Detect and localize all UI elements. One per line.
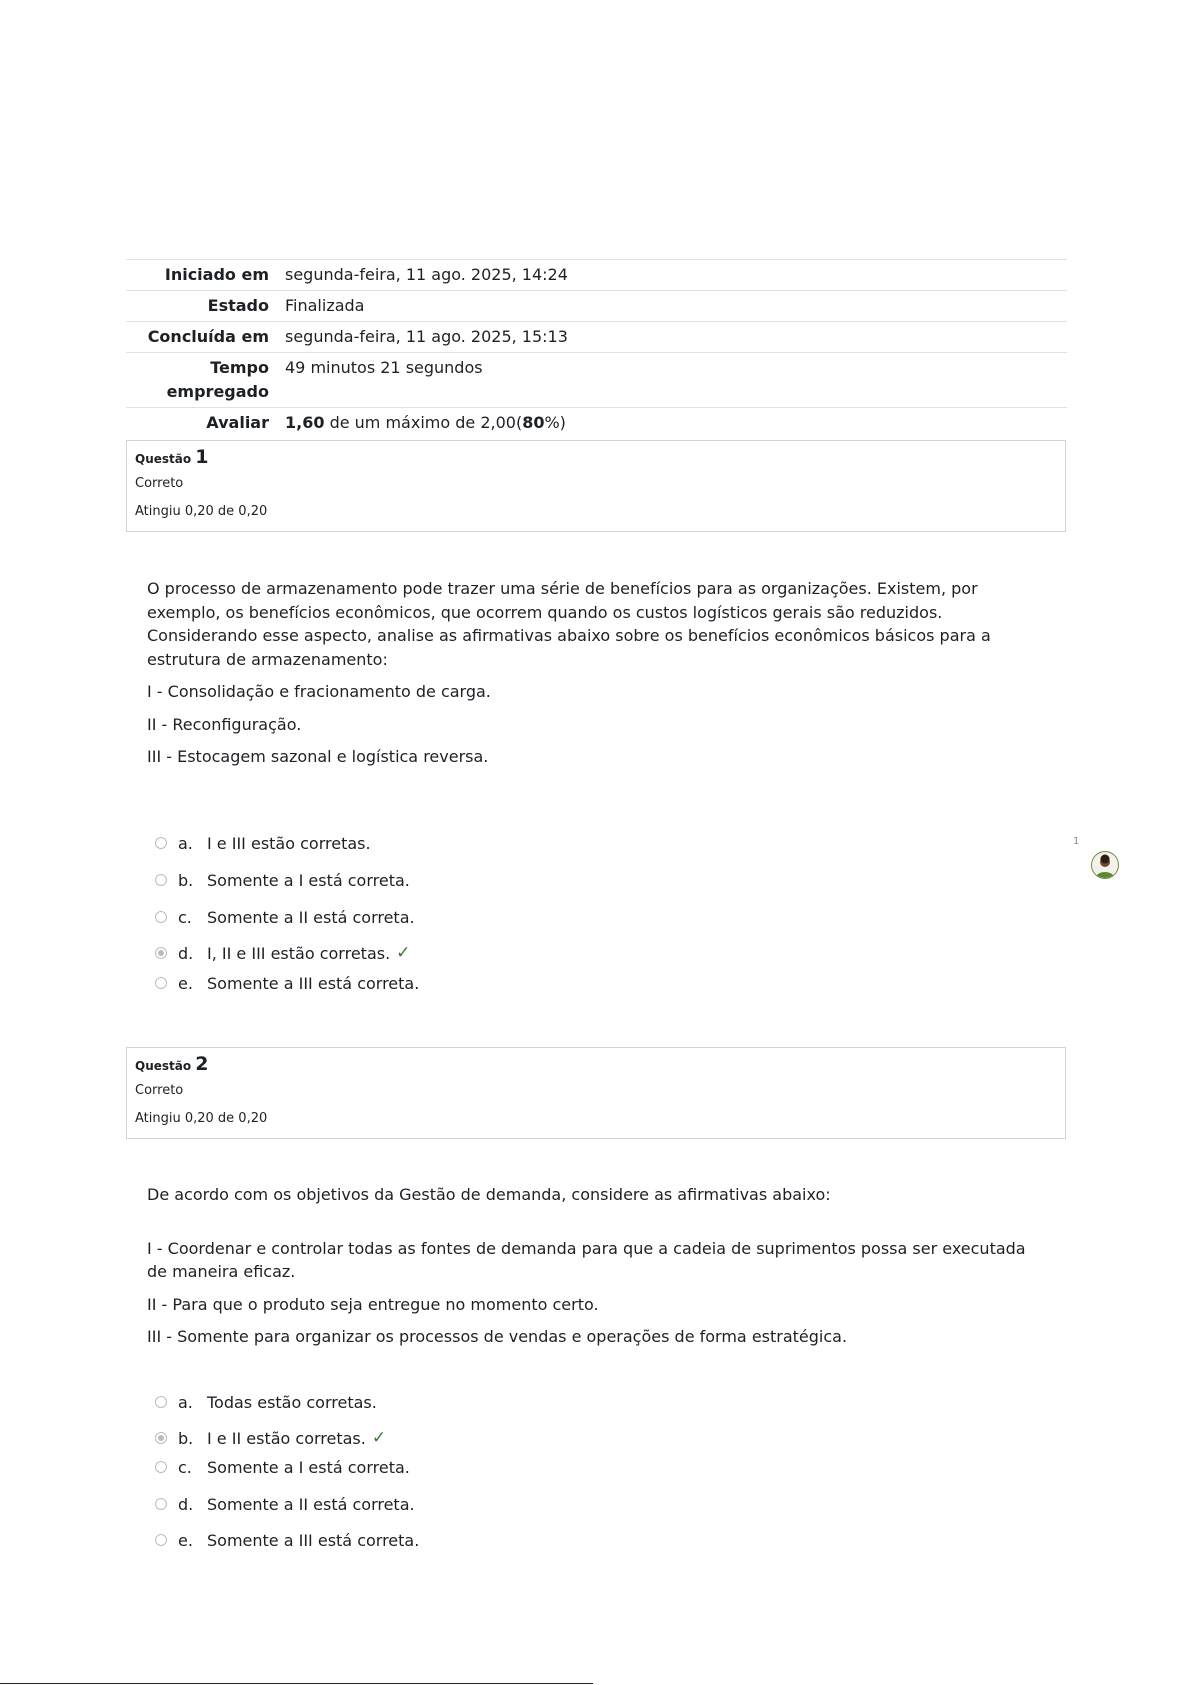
time-label-line-2: empregado [166,382,269,401]
radio-button-selected[interactable] [155,1432,167,1444]
side-marker: 1 [1073,836,1080,847]
assistant-avatar-icon[interactable] [1091,851,1119,879]
answer-text: I e II estão corretas. [207,1428,366,1448]
started-label: Iniciado em [164,265,269,284]
question-2-statement-3: III - Somente para organizar os processos de vendas e operações de forma estratégica. [147,1327,848,1346]
answer-letter: d. [178,943,194,963]
question-2-info [126,1047,1066,1139]
answer-option[interactable] [155,1456,410,1478]
answer-letter: c. [178,1457,192,1477]
started-value: segunda-feira, 11 ago. 2025, 14:24 [285,265,568,284]
question-2-state: Correto [135,1083,184,1098]
answer-letter: b. [178,1428,194,1448]
summary-row-completed [126,322,1067,353]
question-1-paragraph: O processo de armazenamento pode trazer uma série de benefícios para as organizações. Existem, por exemplo, os benefícios econômicos, que ocorrem quando os custos logísticos gerais são reduzidos. Considerando esse aspecto, analise as afirmativas abaixo sobre os benefícios econômicos básicos para a estrutura de armazenamento: [147,579,991,669]
attempt-summary-table [126,259,1067,438]
answer-option[interactable] [155,1391,377,1413]
summary-row-started [126,260,1067,291]
time-label [126,356,281,404]
completed-label: Concluída em [147,327,269,346]
answer-text: Somente a II está correta. [207,1494,415,1514]
answer-letter: e. [178,1530,193,1550]
question-2-number [135,1054,1057,1076]
state-label: Estado [207,296,269,315]
answer-option[interactable] [155,1529,419,1551]
answer-letter: b. [178,870,194,890]
grade-percent: 80 [522,413,545,432]
question-2-statement-2: II - Para que o produto seja entregue no momento certo. [147,1294,599,1314]
radio-button[interactable] [155,977,167,989]
answer-option[interactable] [155,832,371,854]
radio-button[interactable] [155,1461,167,1473]
question-1-num: 1 [195,446,209,468]
question-2-text [147,1183,1037,1358]
answer-letter: a. [178,1392,193,1412]
completed-value: segunda-feira, 11 ago. 2025, 15:13 [285,327,568,346]
question-1-text [147,577,1037,778]
radio-button[interactable] [155,837,167,849]
answer-text: Somente a III está correta. [207,1530,420,1550]
answer-text: I, II e III estão corretas. [207,943,391,963]
answer-option-selected[interactable] [155,1427,386,1449]
question-1-label: Questão [135,452,192,466]
grade-label: Avaliar [206,413,269,432]
question-1-state: Correto [135,476,184,491]
question-2-paragraph: De acordo com os objetivos da Gestão de demanda, considere as afirmativas abaixo: [147,1185,831,1204]
answer-text: Somente a I está correta. [207,870,410,890]
radio-button[interactable] [155,1498,167,1510]
answer-letter: a. [178,833,193,853]
answer-text: Somente a III está correta. [207,973,420,993]
question-1-number [135,447,1057,469]
answer-option[interactable] [155,869,410,891]
question-1-grade: Atingiu 0,20 de 0,20 [135,504,268,519]
radio-button[interactable] [155,874,167,886]
answer-option[interactable] [155,972,419,994]
grade-middle: de um máximo de 2,00( [324,413,523,432]
summary-row-state [126,291,1067,322]
grade-score: 1,60 [285,413,325,432]
question-1-info [126,440,1066,532]
time-value: 49 minutos 21 segundos [285,358,483,377]
question-1-statement-1: I - Consolidação e fracionamento de carga. [147,682,491,701]
answer-option[interactable] [155,906,415,928]
radio-button[interactable] [155,1534,167,1546]
question-2-num: 2 [195,1053,209,1075]
state-value: Finalizada [285,296,365,315]
summary-row-grade [126,408,1067,438]
correct-check-icon: ✓ [396,943,411,963]
question-2-grade: Atingiu 0,20 de 0,20 [135,1111,268,1126]
summary-row-time [126,353,1067,408]
grade-value [281,411,566,435]
answer-letter: d. [178,1494,194,1514]
radio-button[interactable] [155,1396,167,1408]
time-label-line-1: Tempo [210,358,269,377]
grade-end: %) [544,413,566,432]
correct-check-icon: ✓ [371,1428,387,1448]
answer-option-selected[interactable] [155,942,410,964]
question-2-label: Questão [135,1059,192,1073]
answer-option[interactable] [155,1493,415,1515]
question-2-statement-1: I - Coordenar e controlar todas as fontes de demanda para que a cadeia de suprimentos possa ser executada de maneira eficaz. [147,1238,1026,1281]
answer-letter: e. [178,973,193,993]
answer-letter: c. [178,907,192,927]
answer-text: I e III estão corretas. [207,833,371,853]
answer-text: Todas estão corretas. [207,1392,377,1412]
answer-text: Somente a I está correta. [207,1457,410,1477]
radio-button[interactable] [155,911,167,923]
radio-button-selected[interactable] [155,947,167,959]
question-1-statement-3: III - Estocagem sazonal e logística reversa. [147,747,489,766]
question-1-statement-2: II - Reconfiguração. [147,714,302,734]
answer-text: Somente a II está correta. [207,907,415,927]
page-bottom-divider [0,1683,593,1684]
